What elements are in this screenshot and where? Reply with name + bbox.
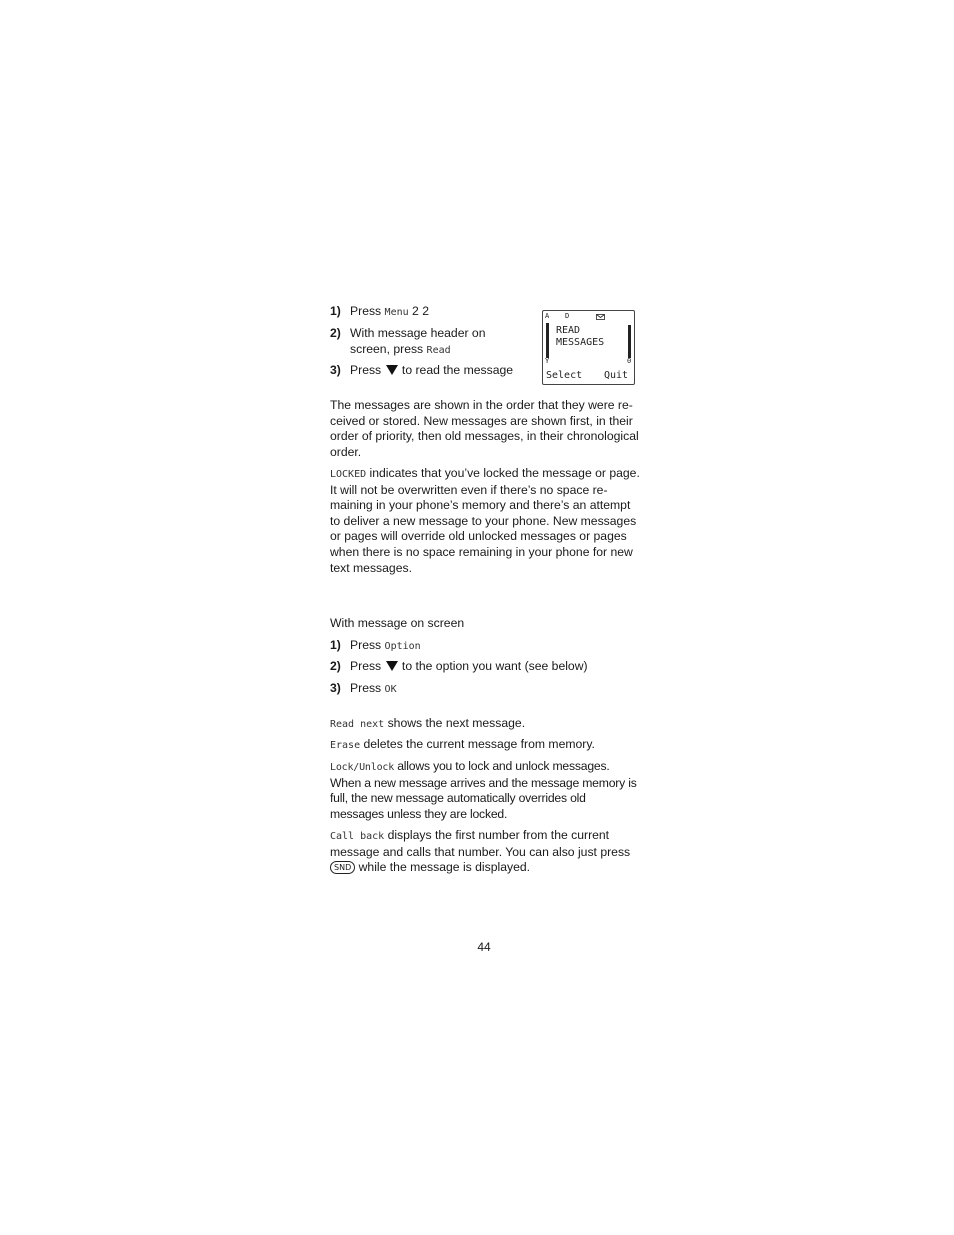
analog-indicator: A (545, 312, 550, 320)
step-text: With message header on screen, press Read (350, 326, 486, 356)
softkey-quit: Quit (604, 370, 629, 381)
display-line-2: MESSAGES (556, 337, 605, 348)
softkey-ok: OK (384, 684, 397, 695)
step-number: 3) (330, 681, 341, 695)
option-lock-unlock: Lock/Unlock allows you to lock and unlock messages. When a new message arrives and the message memory is full, the new message automatically overrides old messages unless they are locked. (330, 759, 637, 821)
softkey-menu: Menu (384, 307, 409, 318)
option-call-back: Call back displays the first number from the current message and calls that number. You can also just press SND while the message is displayed. (330, 828, 631, 875)
step-number: 2) (330, 326, 341, 340)
step-text: Press to read the message (350, 363, 514, 377)
paragraph-locked: LOCKED indicates that you’ve locked the message or page. It will not be overwritten even if there’s no space re-maining in your phone’s memory and there’s an attempt to deliver a new message to your phone. New messages or pages will override old unlocked messages or pages when there is no space remaining in your phone for new text messages. (330, 466, 640, 575)
battery-level-bar (628, 325, 631, 358)
step-number: 2) (330, 659, 341, 673)
battery-indicator: 0 (627, 357, 632, 365)
intro-message-on-screen: With message on screen (330, 616, 465, 630)
locked-label: LOCKED (330, 469, 367, 480)
step-number: 1) (330, 304, 341, 318)
paragraph-message-order: The messages are shown in the order that they were re-ceived or stored. New messages are shown first, in their order of priority, then old messages, in their chronological order. (330, 398, 639, 459)
option-read-next: Read next shows the next message. (330, 716, 526, 730)
step-text: Press OK (350, 681, 397, 695)
display-line-1: READ (556, 325, 581, 336)
phone-display (542, 310, 635, 385)
scroll-down-icon (386, 661, 398, 671)
scroll-down-icon (386, 365, 398, 375)
snd-key-icon: SND (330, 861, 355, 874)
envelope-icon (596, 314, 605, 320)
step-number: 1) (330, 638, 341, 652)
roaming-indicator: Y (545, 357, 550, 365)
digital-indicator: D (565, 312, 570, 320)
signal-strength-bar (546, 323, 549, 358)
page-number: 44 (477, 940, 491, 954)
step-text: Press to the option you want (see below) (350, 659, 588, 673)
softkey-option: Option (384, 641, 421, 652)
step-text: Press Option (350, 638, 421, 652)
step-number: 3) (330, 363, 341, 377)
softkey-read: Read (426, 344, 451, 356)
step-text: Press Menu 2 2 (350, 304, 429, 318)
option-erase: Erase deletes the current message from memory. (330, 737, 595, 751)
softkey-select: Select (546, 370, 583, 381)
